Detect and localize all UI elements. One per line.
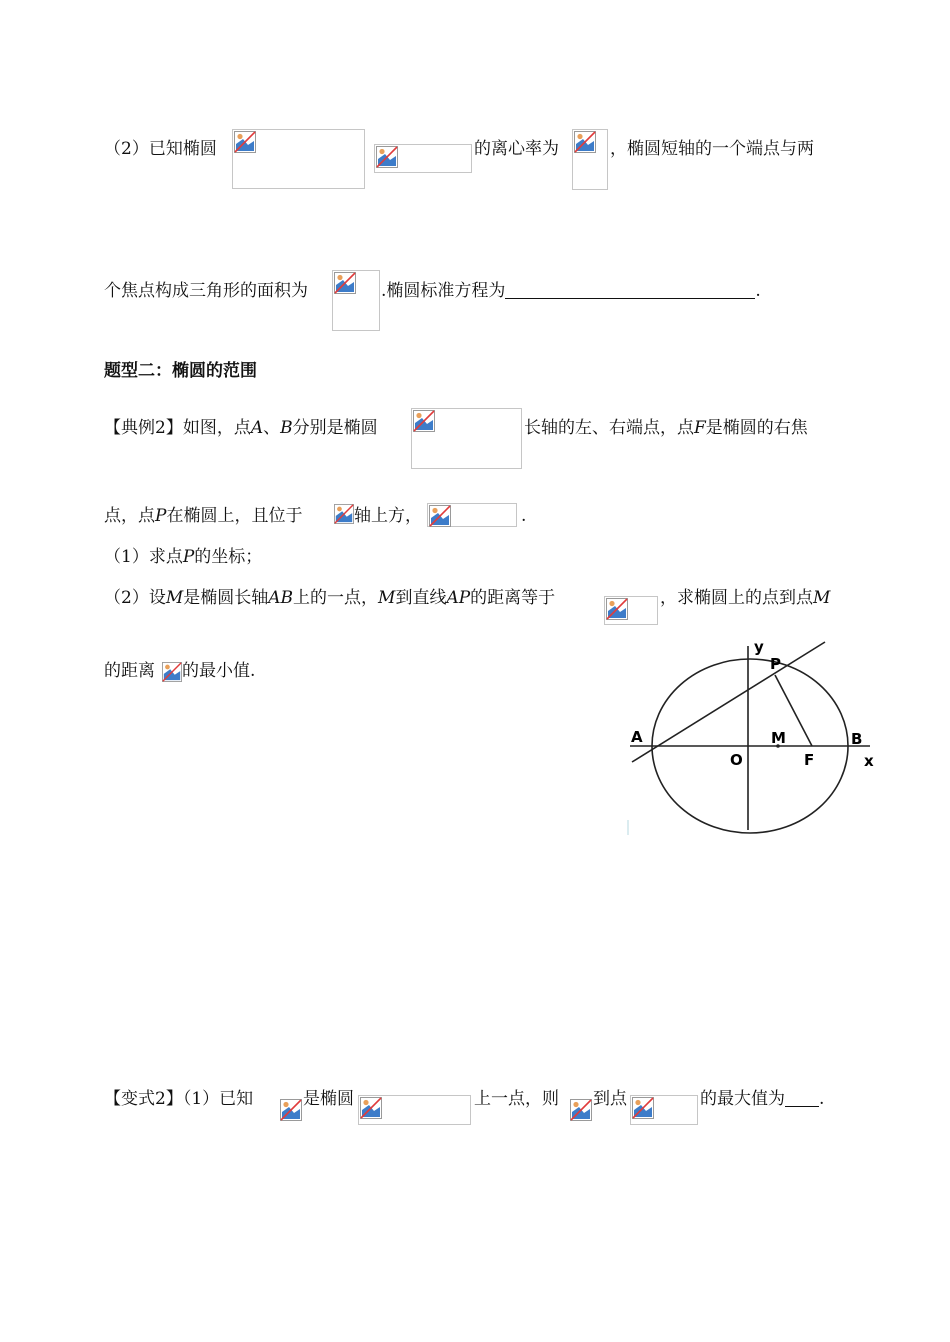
answer-blank[interactable]: [505, 280, 755, 299]
example2-sub2-line2: 的距离: [104, 661, 155, 681]
broken-image-icon: [413, 410, 435, 432]
label-p: P: [770, 655, 781, 673]
broken-image-icon: [162, 662, 182, 682]
q2-text-4: 个焦点构成三角形的面积为: [104, 281, 308, 301]
section-title: 题型二：椭圆的范围: [104, 361, 257, 381]
broken-image-icon: [429, 505, 451, 527]
q2-text-1: （2）已知椭圆: [104, 139, 217, 159]
label-x: x: [864, 752, 874, 770]
broken-image-icon: [234, 131, 256, 153]
example2-sub2-line2b: 的最小值.: [182, 661, 256, 681]
variant2-line: 【变式2】（1）已知: [104, 1089, 254, 1109]
q2-text-6: .: [755, 281, 761, 301]
example2-line-1b: 长轴的左、右端点，点F是椭圆的右焦: [524, 418, 808, 438]
q2-text-5: .椭圆标准方程为: [381, 281, 506, 301]
broken-image-icon: [360, 1097, 382, 1119]
variant2-line-c: 上一点，则: [474, 1089, 559, 1109]
answer-blank[interactable]: [785, 1088, 819, 1107]
formula-image: [630, 1095, 698, 1125]
example-tag: 【典例2】: [104, 418, 183, 438]
example2-line-2b: 轴上方，: [354, 506, 422, 526]
formula-image: [358, 1095, 471, 1125]
example2-line-2: 点，点P在椭圆上，且位于: [104, 506, 303, 526]
formula-image: [333, 503, 353, 527]
formula-image: [569, 1098, 591, 1122]
label-y: y: [754, 638, 764, 656]
example2-sub1: （1）求点P的坐标；: [104, 547, 263, 567]
line-ap: [632, 642, 825, 762]
formula-image: [161, 661, 181, 685]
formula-image: [332, 270, 380, 331]
ellipse-figure: [620, 630, 890, 845]
q2-line-2: [104, 280, 308, 302]
example2-sub2: （2）设M是椭圆长轴AB上的一点，M到直线AP的距离等于: [104, 588, 556, 608]
broken-image-icon: [574, 131, 596, 153]
label-m: M: [771, 729, 786, 747]
q2-text-3: ，椭圆短轴的一个端点与两: [610, 139, 814, 159]
formula-image: [604, 596, 658, 625]
formula-image: [232, 129, 365, 189]
q2-line-1: [104, 138, 217, 160]
q2-line-1c: [610, 138, 814, 160]
variant2-line-b: 是椭圆: [303, 1089, 354, 1109]
q2-line-2b: [381, 280, 761, 302]
example2-line-2c: .: [521, 506, 527, 526]
example2-sub2b: ，求椭圆上的点到点M: [660, 588, 831, 608]
example2-line-1: 【典例2】如图，点A、B分别是椭圆: [104, 418, 378, 438]
formula-image: [411, 408, 522, 469]
variant-tag: 【变式2】: [104, 1089, 183, 1109]
broken-image-icon: [632, 1097, 654, 1119]
formula-image: [427, 503, 517, 527]
broken-image-icon: [570, 1099, 592, 1121]
broken-image-icon: [334, 272, 356, 294]
variant2-line-d: 到点: [593, 1089, 627, 1109]
label-f: F: [804, 751, 815, 769]
broken-image-icon: [334, 504, 354, 524]
formula-image: [374, 144, 472, 173]
label-b: B: [851, 730, 863, 748]
q2-line-1b: [474, 138, 559, 160]
broken-image-icon: [376, 146, 398, 168]
label-o: O: [730, 751, 743, 769]
formula-image: [279, 1098, 301, 1122]
q2-text-2: 的离心率为: [474, 139, 559, 159]
broken-image-icon: [280, 1099, 302, 1121]
broken-image-icon: [606, 598, 628, 620]
formula-image: [572, 129, 608, 190]
label-a: A: [631, 728, 643, 746]
variant2-line-e: 的最大值为 .: [700, 1089, 825, 1109]
